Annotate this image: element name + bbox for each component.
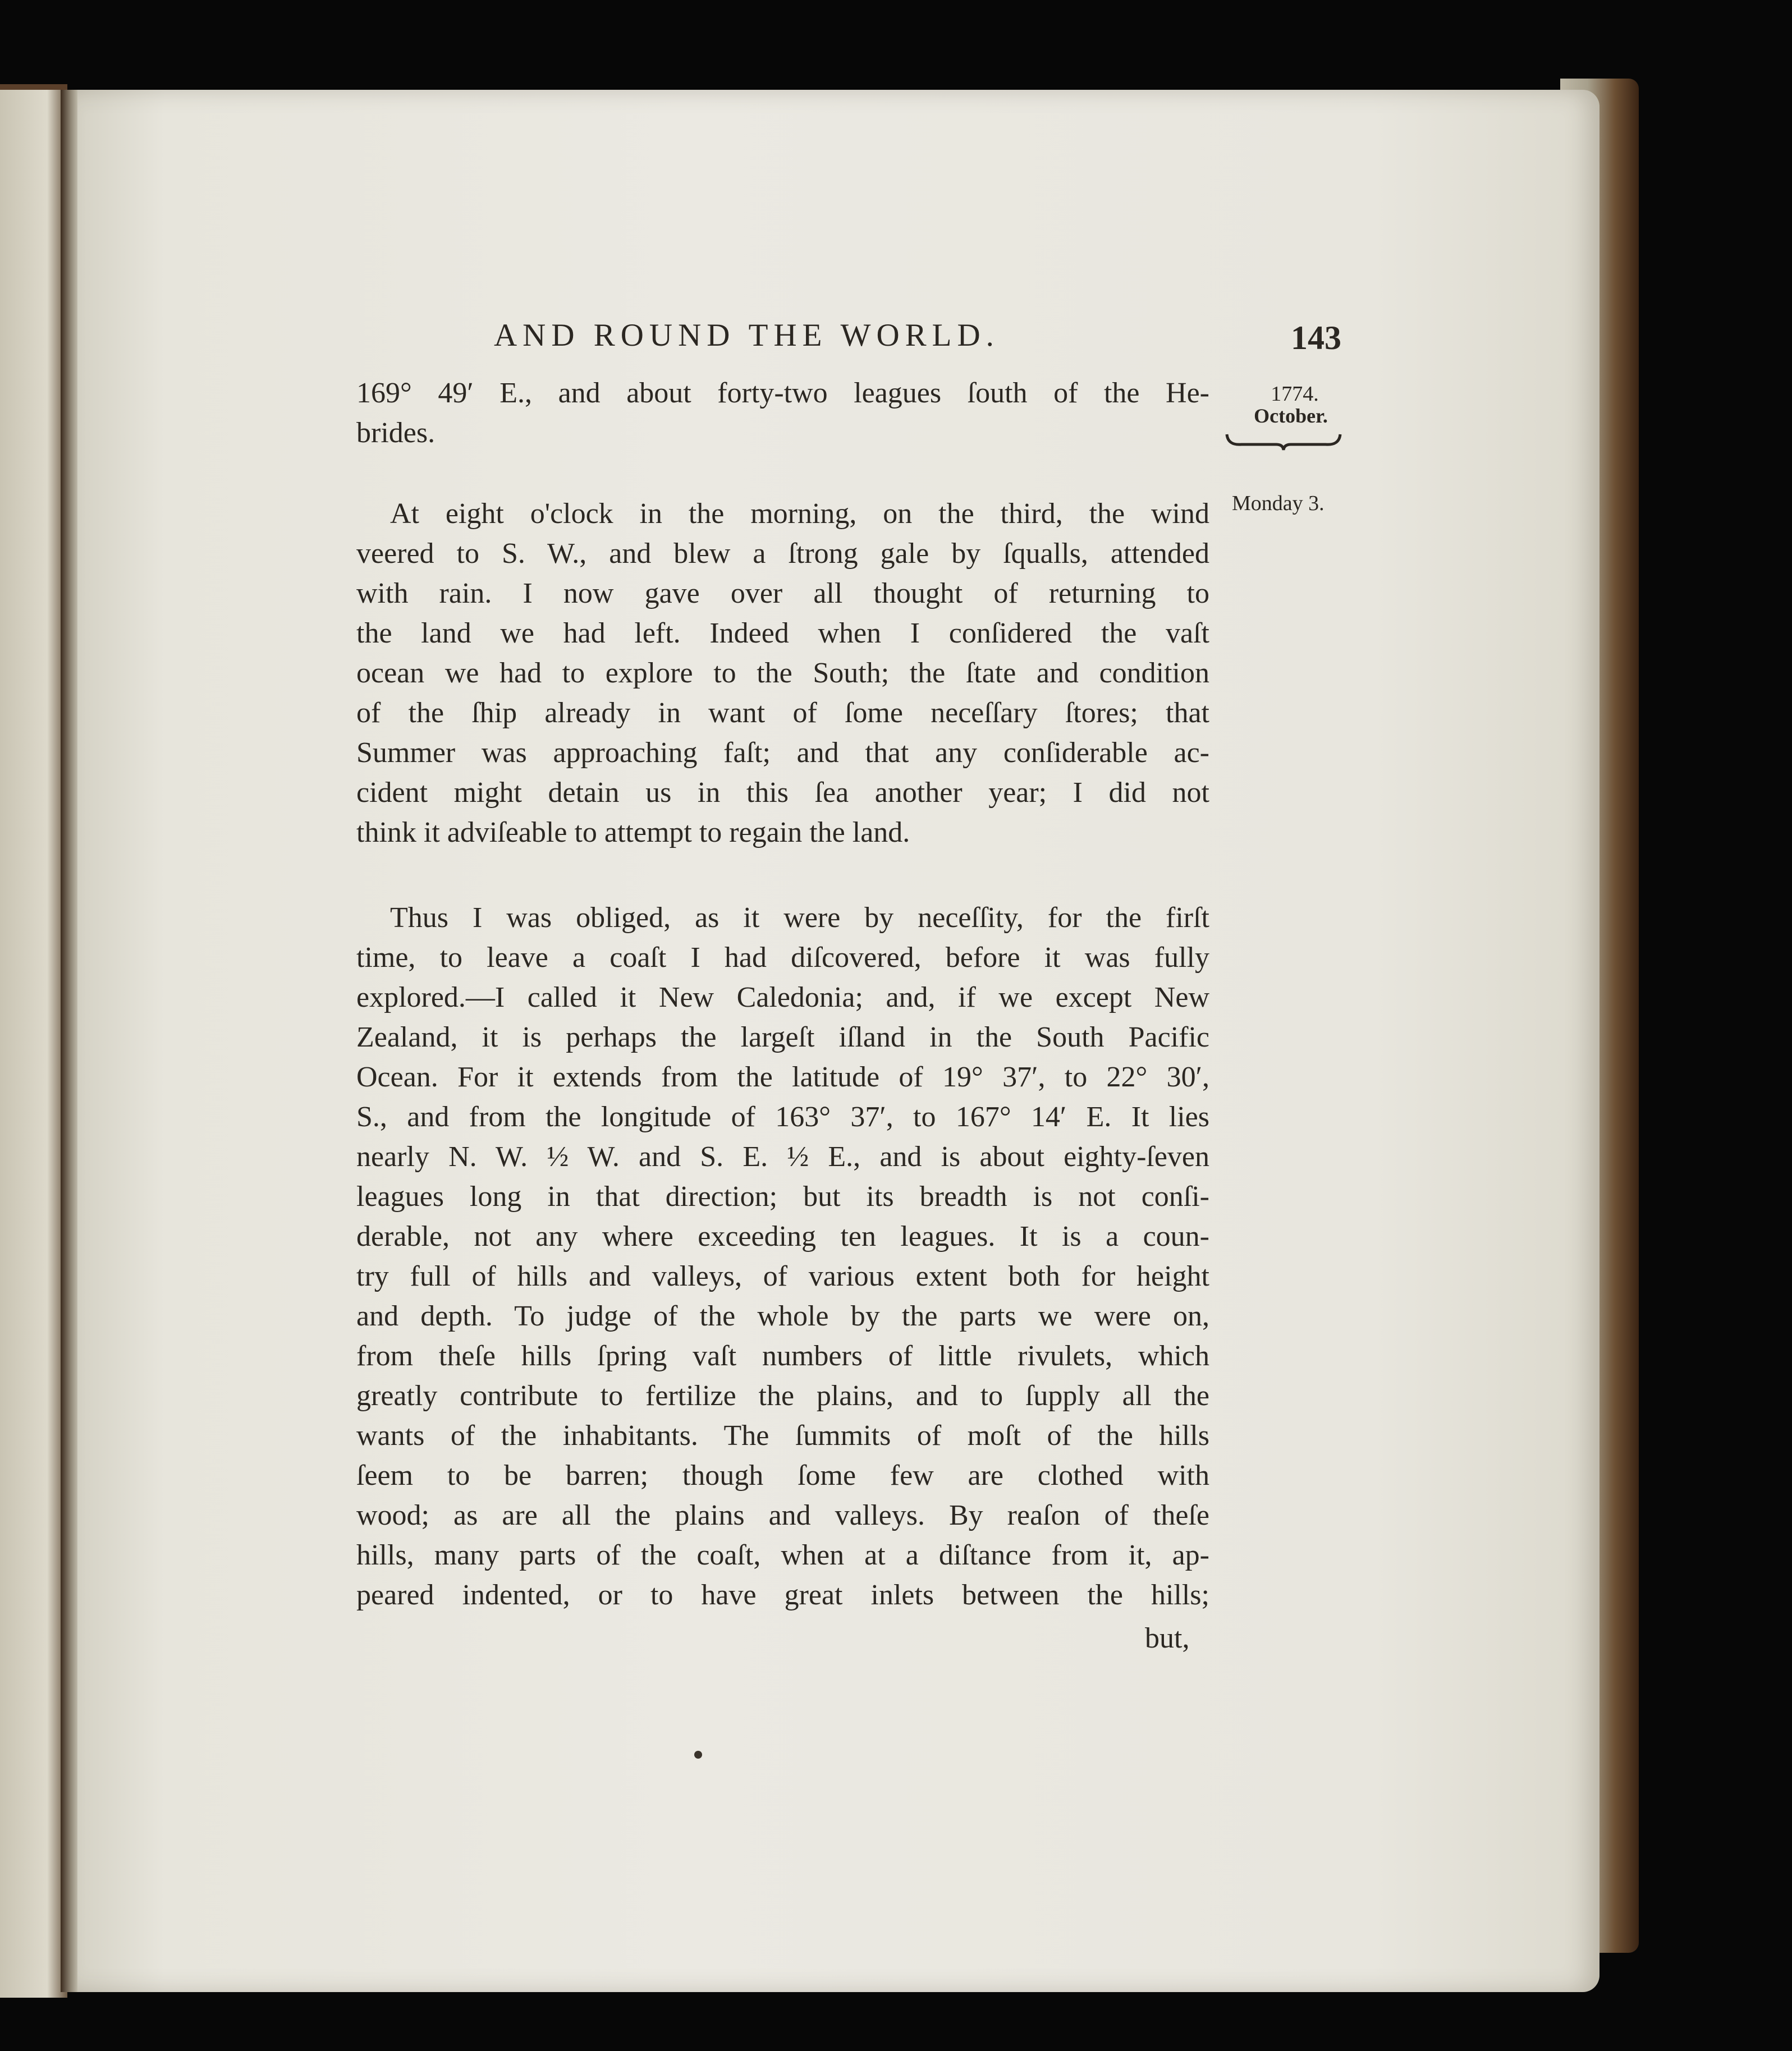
text-line: wants of the inhabitants. The ſummits of moſt of the hills [356, 1420, 1209, 1452]
text-line: Summer was approaching faſt; and that any conſiderable ac- [356, 737, 1209, 769]
page-number: 143 [1291, 319, 1341, 356]
text-line: 169° 49′ E., and about forty-two leagues ſouth of the He- [356, 377, 1209, 409]
margin-month: October. [1254, 405, 1328, 427]
text-line: of the ſhip already in want of ſome neceſſary ſtores; that [356, 697, 1209, 729]
text-line: Ocean. For it extends from the latitude of 19° 37′, to 22° 30′, [356, 1061, 1209, 1093]
text-line: and depth. To judge of the whole by the parts we were on, [356, 1300, 1209, 1332]
text-line: brides. [356, 417, 436, 449]
text-line: think it adviſeable to attempt to regain the land. [356, 816, 910, 848]
text-line: time, to leave a coaſt I had diſcovered, before it was fully [356, 942, 1209, 974]
text-line: wood; as are all the plains and valleys. By reaſon of theſe [356, 1499, 1209, 1531]
text-line: S., and from the longitude of 163° 37′, to 167° 14′ E. It lies [356, 1101, 1209, 1133]
margin-brace-icon [1225, 432, 1342, 451]
text-line: explored.—I called it New Caledonia; and, if we except New [356, 981, 1209, 1013]
facing-page-edge [0, 84, 67, 1998]
text-line: peared indented, or to have great inlets between the hills; [356, 1579, 1209, 1611]
text-line: Thus I was obliged, as it were by neceſſity, for the firſt [390, 902, 1209, 934]
page-gutter [61, 90, 77, 1992]
text-line: greatly contribute to fertilize the plains, and to ſupply all the [356, 1380, 1209, 1412]
running-head: AND ROUND THE WORLD. [494, 318, 1000, 353]
paragraph-2 [356, 494, 1209, 852]
text-line: veered to S. W., and blew a ſtrong gale by ſqualls, attended [356, 538, 1209, 570]
text-line: ocean we had to explore to the South; the ſtate and condition [356, 657, 1209, 689]
paragraph-1 [356, 373, 1209, 453]
text-line: leagues long in that direction; but its breadth is not conſi- [356, 1181, 1209, 1213]
text-line: ſeem to be barren; though ſome few are clothed with [356, 1460, 1209, 1492]
text-line: nearly N. W. ½ W. and S. E. ½ E., and is about eighty-ſeven [356, 1141, 1209, 1173]
text-line: At eight o'clock in the morning, on the third, the wind [390, 498, 1209, 530]
margin-year: 1774. [1271, 382, 1319, 406]
margin-date: Monday 3. [1232, 492, 1324, 515]
text-line: try full of hills and valleys, of various extent both for height [356, 1260, 1209, 1292]
text-line: the land we had left. Indeed when I conſidered the vaſt [356, 617, 1209, 649]
catchword: but, [1145, 1622, 1190, 1654]
paragraph-3 [356, 898, 1209, 1615]
text-line: from theſe hills ſpring vaſt numbers of little rivulets, which [356, 1340, 1209, 1372]
text-line: cident might detain us in this ſea another year; I did not [356, 777, 1209, 809]
text-line: Zealand, it is perhaps the largeſt iſland in the South Pacific [356, 1021, 1209, 1053]
text-line: with rain. I now gave over all thought of returning to [356, 577, 1209, 609]
text-line: derable, not any where exceeding ten leagues. It is a coun- [356, 1220, 1209, 1252]
ink-speck [694, 1751, 702, 1759]
text-line: hills, many parts of the coaſt, when at a diſtance from it, ap- [356, 1539, 1209, 1571]
